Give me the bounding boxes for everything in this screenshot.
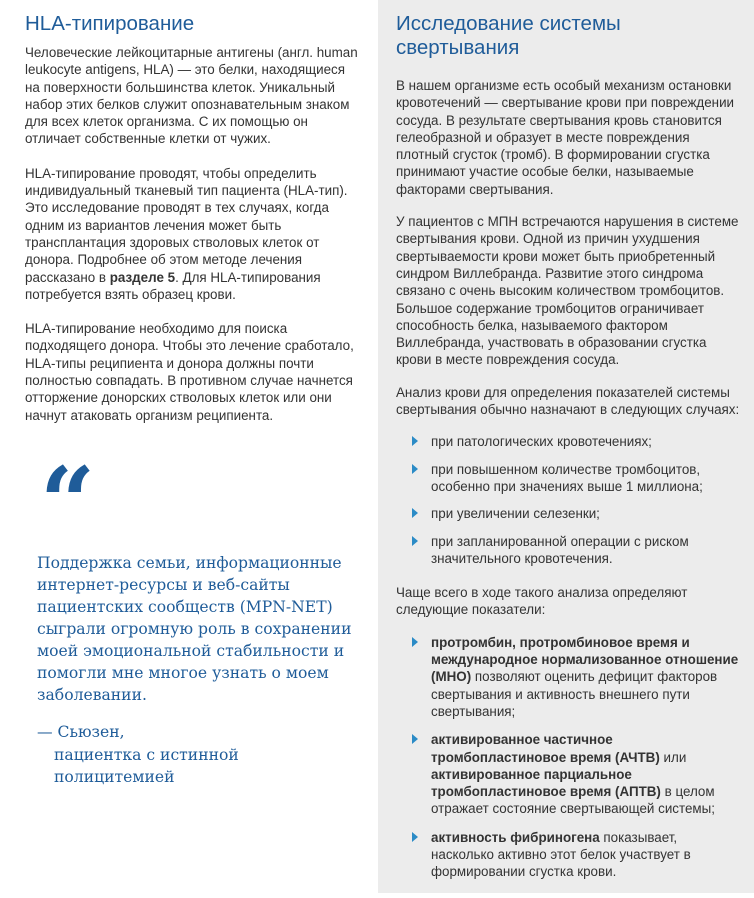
list-item-text: при увеличении селезенки;	[431, 506, 600, 522]
patient-quote: Поддержка семьи, информационные интернет-ресурсы и веб-сайты пациентских сообществ (MPN-NET) сыграли огромную роль в сохранении моей эмоциональной стабильности и помогли мне многое узнать о моем заболевании.	[37, 554, 352, 704]
indications-list	[396, 433, 742, 567]
right-column	[396, 12, 742, 898]
coagulation-paragraph-2: У пациентов с МПН встречаются нарушения в системе свертывания крови. Одной из причин ухудшения свертываемости крови может быть приобретенный синдром Виллебранда. Развитие этого синдрома связано с очень высоким количеством тромбоцитов. Большое содержание тромбоцитов ограничивает способность белка, называемого фактором Виллебранда, участвовать в образовании сгустка крови в месте повреждения сосуда.	[396, 214, 739, 368]
hla-paragraph-1: Человеческие лейкоцитарные антигены (англ. human leukocyte antigens, HLA) — это белки, находящиеся на поверхности большинства клеток. Уникальный набор этих белков служит опознавательным знаком для всех клеток организма. С их помощью он отличает собственные клетки от чужих.	[25, 45, 358, 147]
coagulation-paragraph-4: Чаще всего в ходе такого анализа определяют следующие показатели:	[396, 585, 688, 618]
list-item	[396, 505, 742, 522]
hla-title: HLA-типирование	[25, 12, 195, 35]
coagulation-paragraph-1: В нашем организме есть особый механизм остановки кровотечений — свертывание крови при повреждении сосуда. В результате свертывания кровь становится гелеобразной и образует в месте повреждения плотный сгусток (тромб). В формировании сгустка принимают участие особые белки, называемые факторами свертывания.	[396, 78, 735, 197]
section-reference: разделе 5	[109, 269, 176, 285]
hla-paragraph-2-start: HLA-типирование проводят, чтобы определить индивидуальный тканевый тип пациента (HLA-тип). Это исследование проводят в тех случаях, когда одним из вариантов лечения может быть трансплантация здоровых стволовых клеток от донора. Подробнее об этом методе лечения рассказано в	[25, 165, 348, 285]
list-item	[396, 634, 742, 720]
hla-paragraph-2	[25, 165, 361, 303]
list-item	[396, 829, 742, 881]
list-item-text: при патологических кровотечениях;	[431, 434, 652, 450]
bullet-arrow-icon	[412, 436, 418, 446]
quote-author-line-1: — Сьюзен,	[37, 723, 125, 741]
bullet-arrow-icon	[412, 832, 418, 842]
list-item-text: при повышенном количестве тромбоцитов, особенно при значениях выше 1 миллиона;	[431, 461, 703, 494]
bullet-arrow-icon	[412, 734, 418, 744]
list-item	[396, 433, 742, 450]
quote-mark-icon: “	[40, 446, 96, 559]
bullet-arrow-icon	[412, 536, 418, 546]
parameter-description: показывает, насколько активно этот белок участвует в формировании сгустка крови.	[431, 829, 691, 880]
coagulation-title: Исследование системы свертывания	[396, 12, 621, 59]
list-item	[396, 461, 742, 496]
quote-author-line-2: пациентка с истинной	[54, 745, 239, 764]
quote-author-line-3: полицитемией	[54, 768, 175, 786]
list-item-text: при запланированной операции с риском значительного кровотечения.	[431, 533, 689, 566]
list-item	[396, 533, 742, 568]
hla-paragraph-3: HLA-типирование необходимо для поиска подходящего донора. Чтобы это лечение сработало, HLA-типы реципиента и донора должны почти полностью совпадать. В противном случае начнется отторжение донорских стволовых клеток или они начнут атаковать организм реципиента.	[25, 321, 354, 423]
parameter-name-alt: активированное парциальное тромбопластиновое время (АПТВ)	[431, 766, 661, 800]
bullet-arrow-icon	[412, 508, 418, 518]
parameter-connector: или	[659, 749, 687, 765]
parameter-name: активированное частичное тромбопластиновое время (АЧТВ)	[431, 732, 660, 765]
bullet-arrow-icon	[412, 637, 418, 647]
coagulation-paragraph-3: Анализ крови для определения показателей системы свертывания обычно назначают в следующих случаях:	[396, 384, 740, 418]
parameter-description: позволяют оценить дефицит факторов свертывания и активность внешнего пути свертывания;	[431, 669, 718, 719]
parameter-name: активность фибриногена	[431, 829, 600, 845]
parameter-name: протромбин, протромбиновое время и международное нормализованное отношение (МНО)	[431, 634, 739, 685]
bullet-arrow-icon	[412, 464, 418, 474]
left-column	[25, 12, 361, 441]
list-item	[396, 731, 742, 817]
parameters-list	[396, 634, 742, 881]
quote-author	[37, 721, 367, 789]
hla-paragraph-2-end: . Для HLA-типирования потребуется взять образец крови.	[25, 269, 321, 302]
parameter-description: в целом отражает состояние свертывающей системы;	[431, 784, 715, 817]
